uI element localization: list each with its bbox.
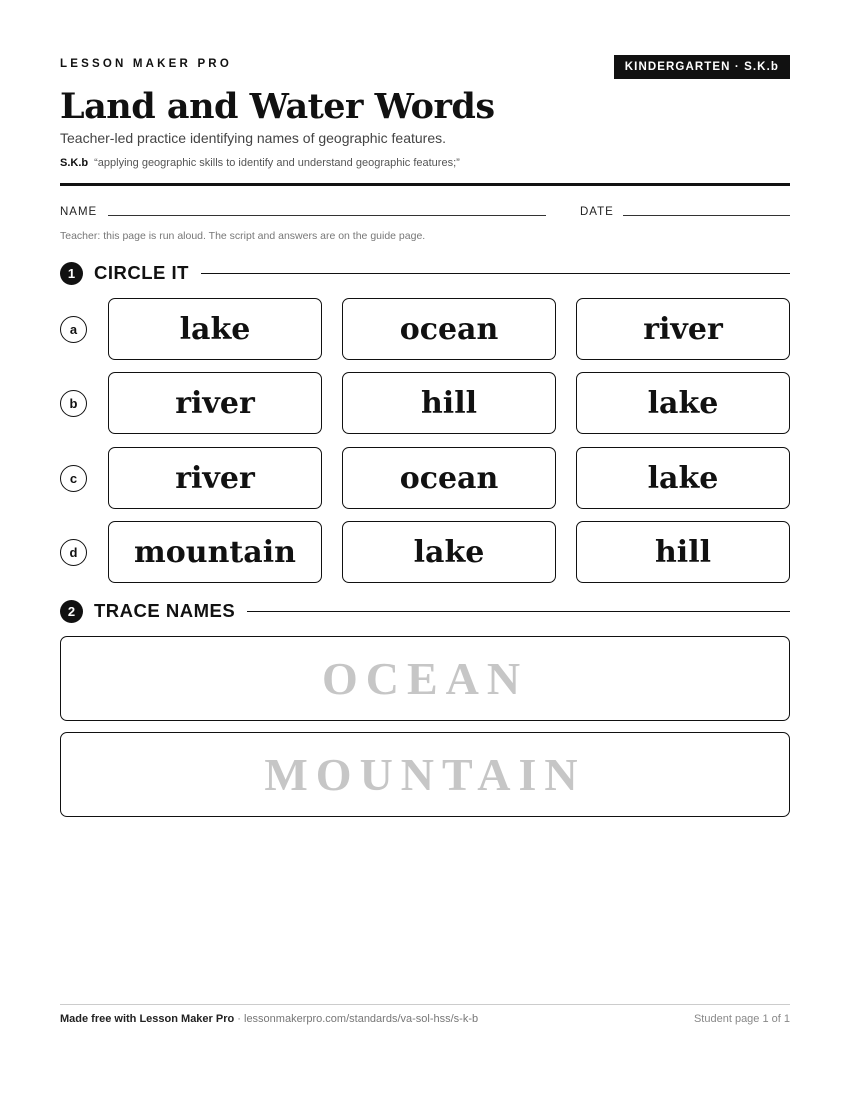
section-title: CIRCLE IT	[94, 262, 189, 283]
circle-row-c	[60, 447, 790, 509]
circle-row-d	[60, 521, 790, 583]
name-field[interactable]	[108, 215, 546, 216]
standard-text: “applying geographic skills to identify and understand geographic features;”	[94, 157, 460, 169]
section-divider	[247, 611, 790, 612]
row-letter-badge: a	[60, 316, 87, 343]
section-divider	[201, 273, 790, 274]
footer-credit	[60, 1013, 478, 1025]
standard-code: S.K.b	[60, 157, 89, 169]
worksheet-page	[60, 0, 790, 1100]
word-choice-box[interactable]: hill	[576, 521, 790, 583]
circle-row-a	[60, 298, 790, 360]
section-trace-names-header	[60, 599, 790, 623]
date-field[interactable]	[623, 215, 790, 216]
word-choice-box[interactable]: lake	[342, 521, 556, 583]
word-choice-box[interactable]: lake	[108, 298, 322, 360]
section-number-badge: 1	[60, 262, 83, 285]
word-choice-box[interactable]: lake	[576, 447, 790, 509]
footer-url: · lessonmakerpro.com/standards/va-sol-hss/s-k-b	[234, 1013, 479, 1025]
section-title: TRACE NAMES	[94, 600, 236, 621]
standard-line	[60, 157, 460, 169]
footer-page-info: Student page 1 of 1	[693, 1013, 790, 1025]
circle-row-b	[60, 372, 790, 434]
trace-box[interactable]	[60, 636, 790, 721]
word-choice-box[interactable]: ocean	[342, 447, 556, 509]
word-choice-box[interactable]: ocean	[342, 298, 556, 360]
page-subtitle: Teacher-led practice identifying names of geographic features.	[60, 130, 446, 146]
trace-word: OCEAN	[321, 653, 529, 704]
trace-word: MOUNTAIN	[264, 749, 586, 800]
section-number-badge: 2	[60, 600, 83, 623]
brand-name: LESSON MAKER PRO	[60, 58, 232, 70]
word-choice-box[interactable]: river	[108, 447, 322, 509]
section-circle-it-header	[60, 261, 790, 285]
trace-box[interactable]	[60, 732, 790, 817]
header-divider	[60, 183, 790, 186]
word-choice-box[interactable]: mountain	[108, 521, 322, 583]
footer-made-with: Made free with Lesson Maker Pro	[60, 1013, 235, 1025]
word-choice-box[interactable]: hill	[342, 372, 556, 434]
word-choice-box[interactable]: lake	[576, 372, 790, 434]
row-letter-badge: c	[60, 465, 87, 492]
word-choice-box[interactable]: river	[108, 372, 322, 434]
name-label: NAME	[60, 206, 98, 218]
footer-divider	[60, 1004, 790, 1005]
teacher-note: Teacher: this page is run aloud. The script and answers are on the guide page.	[60, 230, 426, 242]
word-choice-box[interactable]: river	[576, 298, 790, 360]
page-title: Land and Water Words	[60, 86, 495, 127]
row-letter-badge: d	[60, 539, 87, 566]
date-label: DATE	[580, 206, 614, 218]
grade-badge: KINDERGARTEN · S.K.b	[614, 55, 790, 79]
row-letter-badge: b	[60, 390, 87, 417]
